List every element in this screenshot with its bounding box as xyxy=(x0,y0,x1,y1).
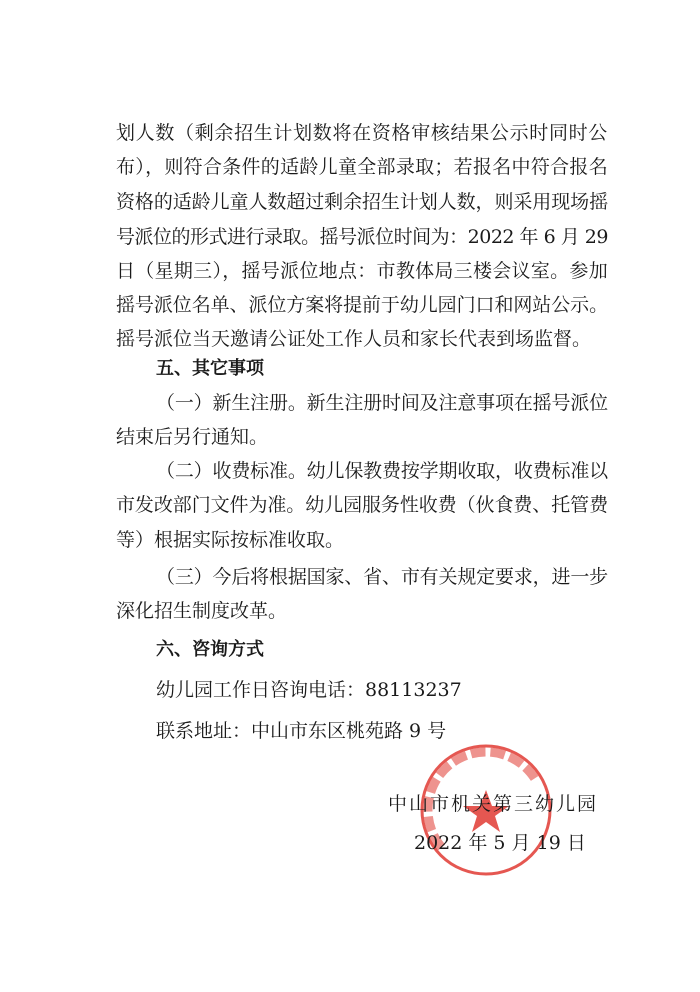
paragraph-line: 等）根据实际按标准收取。 xyxy=(116,529,345,551)
signature-org: 中山市机关第三幼儿园 xyxy=(388,793,599,815)
contact-address: 联系地址：中山市东区桃苑路 9 号 xyxy=(156,720,447,742)
section-heading: 五、其它事项 xyxy=(156,358,264,379)
section-heading: 六、咨询方式 xyxy=(156,639,264,660)
paragraph-line: 摇号派位当天邀请公证处工作人员和家长代表到场监督。 xyxy=(116,328,592,350)
paragraph-line: 日（星期三），摇号派位地点：市教体局三楼会议室。参加 xyxy=(116,260,608,282)
paragraph-line: 深化招生制度改革。 xyxy=(116,600,288,622)
paragraph-line: 划人数（剩余招生计划数将在资格审核结果公示时同时公 xyxy=(116,122,608,144)
paragraph-line: （二）收费标准。幼儿保教费按学期收取，收费标准以 xyxy=(156,460,608,482)
signature-date: 2022 年 5 月 19 日 xyxy=(414,832,586,854)
paragraph-line: 布），则符合条件的适龄儿童全部录取；若报名中符合报名 xyxy=(116,156,608,178)
paragraph-line: （一）新生注册。新生注册时间及注意事项在摇号派位 xyxy=(156,392,608,414)
paragraph-line: 资格的适龄儿童人数超过剩余招生计划人数，则采用现场摇 xyxy=(116,191,608,213)
paragraph-line: 结束后另行通知。 xyxy=(116,426,269,448)
contact-phone: 幼儿园工作日咨询电话：88113237 xyxy=(156,679,462,701)
paragraph-line: 号派位的形式进行录取。摇号派位时间为：2022 年 6 月 29 xyxy=(116,226,608,248)
paragraph-line: 市发改部门文件为准。幼儿园服务性收费（伙食费、托管费 xyxy=(116,494,608,516)
paragraph-line: （三）今后将根据国家、省、市有关规定要求，进一步 xyxy=(156,566,608,588)
paragraph-line: 摇号派位名单、派位方案将提前于幼儿园门口和网站公示。 xyxy=(116,294,608,316)
